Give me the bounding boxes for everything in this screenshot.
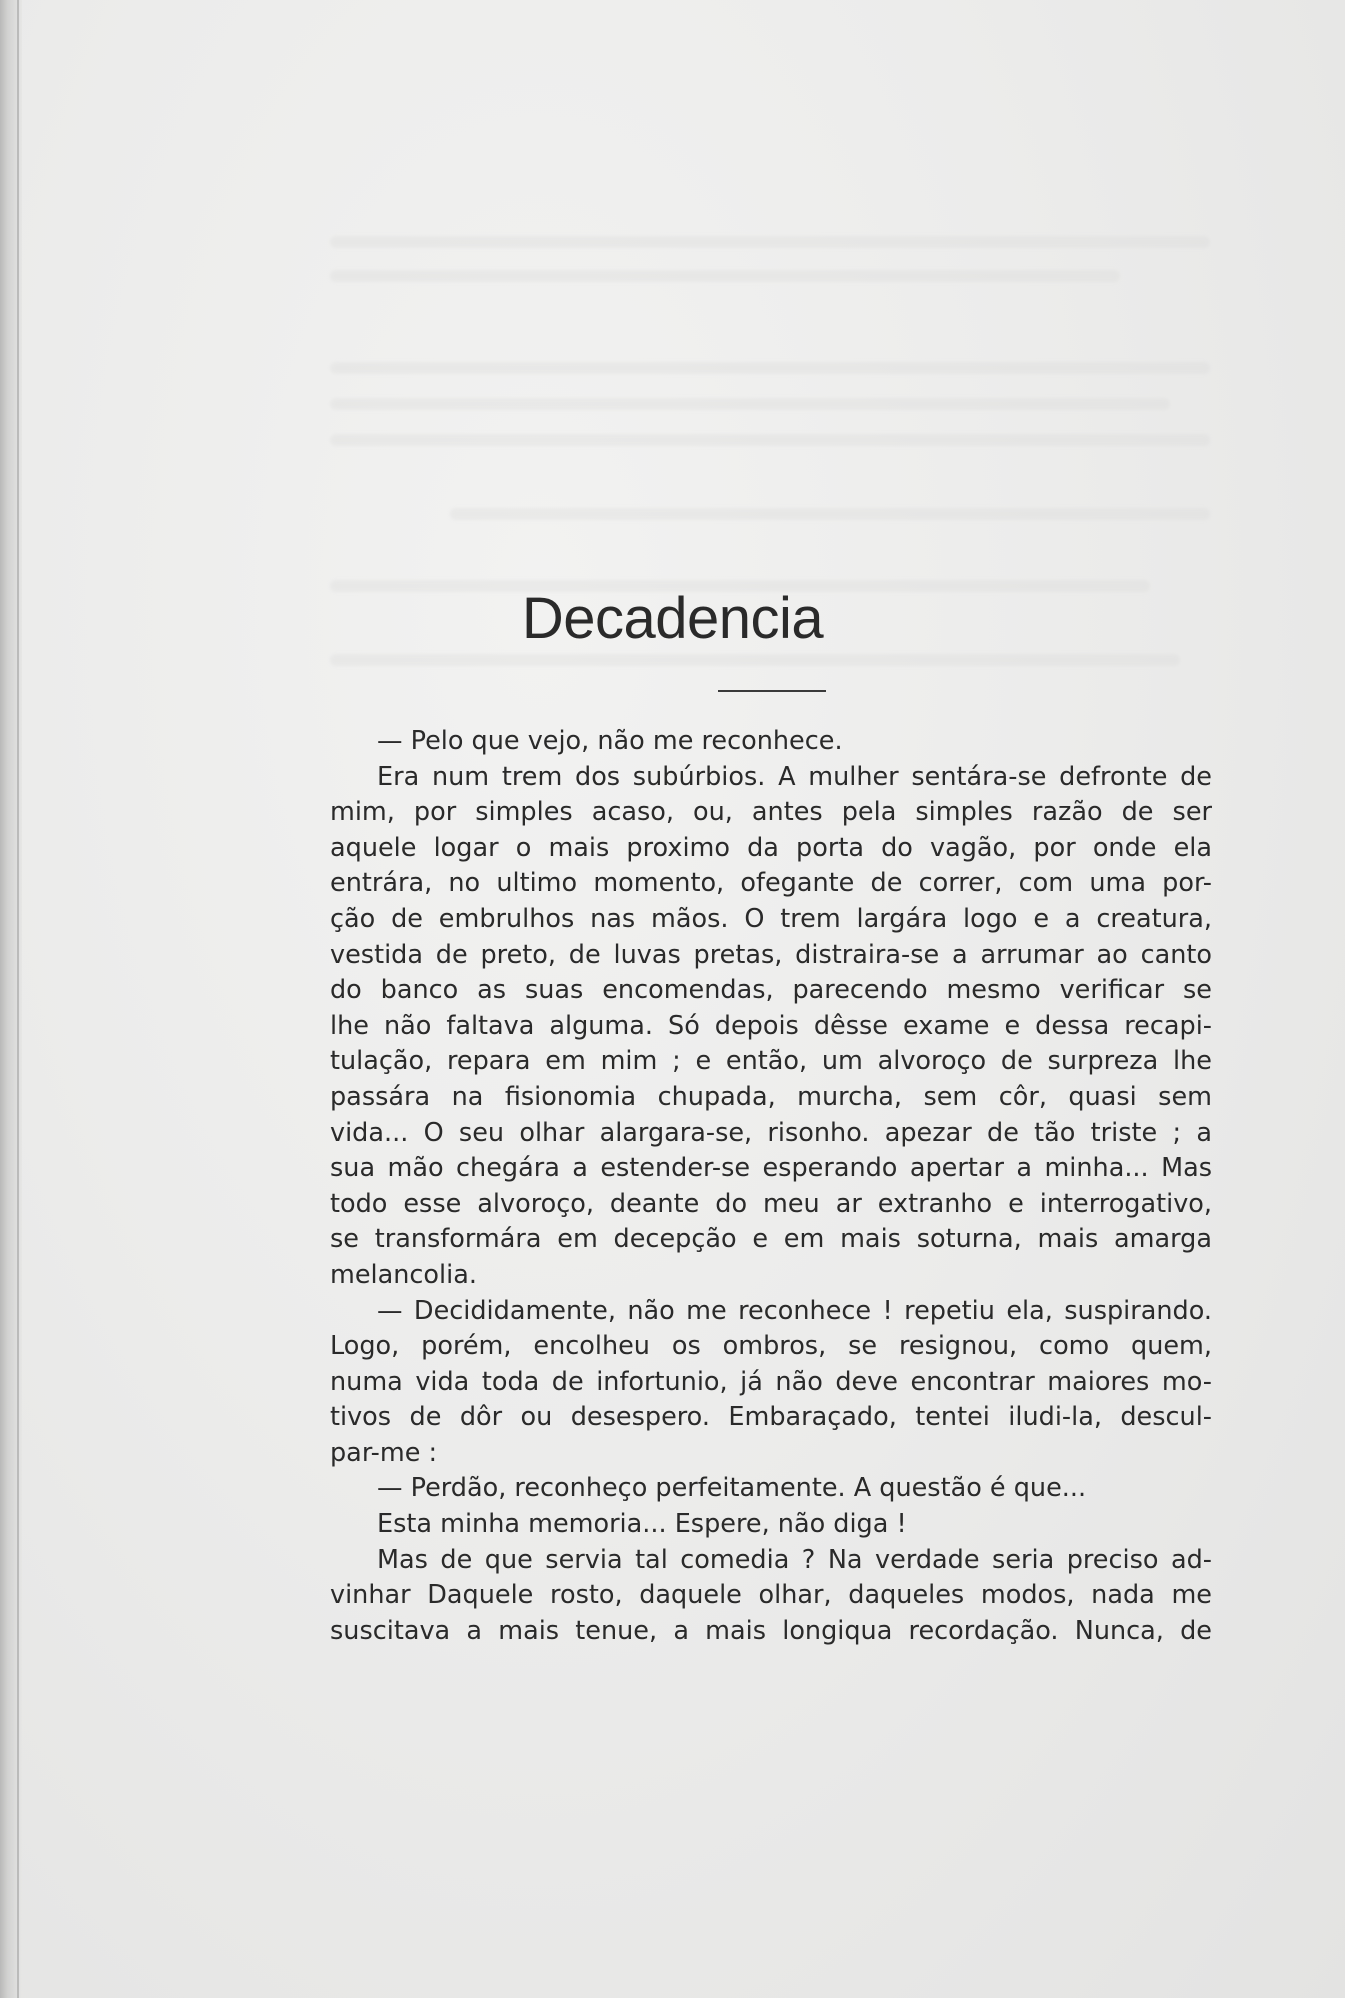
text-line: Logo, porém, encolheu os ombros, se resignou, como quem, (330, 1331, 1212, 1362)
text-line: numa vida toda de infortunio, já não deve encontrar maiores mo- (330, 1366, 1212, 1397)
bleed-through-line (330, 654, 1180, 666)
text-line: vestida de preto, de luvas pretas, distraira-se a arrumar ao canto (330, 939, 1212, 970)
text-line: sua mão chegára a estender-se esperando apertar a minha... Mas (330, 1153, 1212, 1184)
text-line: melancolia. (330, 1259, 477, 1290)
text-line: — Decididamente, não me reconhece ! repetiu ela, suspirando. (377, 1295, 1212, 1326)
chapter-title: Decadencia (521, 586, 824, 651)
text-line: entrára, no ultimo momento, ofegante de correr, com uma por- (330, 868, 1212, 899)
text-line: passára na fisionomia chupada, murcha, sem côr, quasi sem (330, 1081, 1212, 1112)
text-line: — Pelo que vejo, não me reconhece. (377, 726, 843, 756)
body-text (330, 724, 1212, 1649)
bleed-through-line (450, 508, 1210, 520)
text-line: lhe não faltava alguma. Só depois dêsse exame e dessa recapi- (330, 1010, 1212, 1041)
text-line: ção de embrulhos nas mãos. O trem largára logo e a creatura, (330, 903, 1212, 934)
text-line: tulação, repara em mim ; e então, um alvoroço de surpreza lhe (330, 1046, 1212, 1077)
text-line: vinhar Daquele rosto, daquele olhar, daqueles modos, nada me (330, 1580, 1212, 1611)
text-line: suscitava a mais tenue, a mais longiqua recordação. Nunca, de (330, 1615, 1212, 1646)
text-line: tivos de dôr ou desespero. Embaraçado, tentei iludi-la, descul- (330, 1402, 1212, 1433)
title-rule (718, 690, 826, 692)
bleed-through-line (330, 362, 1210, 374)
text-line: par-me : (330, 1437, 438, 1468)
text-line: Era num trem dos subúrbios. A mulher sentára-se defronte de (377, 761, 1212, 792)
text-line: mim, por simples acaso, ou, antes pela simples razão de ser (330, 797, 1212, 828)
bleed-through-line (330, 270, 1120, 282)
text-line: do banco as suas encomendas, parecendo mesmo verificar se (330, 975, 1212, 1006)
text-line: Mas de que servia tal comedia ? Na verdade seria preciso ad- (377, 1544, 1212, 1575)
text-line: Esta minha memoria... Espere, não diga ! (377, 1509, 907, 1540)
text-line: todo esse alvoroço, deante do meu ar extranho e interrogativo, (330, 1188, 1212, 1219)
text-line: se transformára em decepção e em mais soturna, mais amarga (330, 1224, 1212, 1255)
bleed-through-line (330, 236, 1210, 248)
text-line: vida... O seu olhar alargara-se, risonho. apezar de tão triste ; a (330, 1117, 1212, 1148)
binding-line (17, 0, 19, 1998)
text-line: — Perdão, reconheço perfeitamente. A questão é que... (377, 1473, 1087, 1504)
text-line: aquele logar o mais proximo da porta do vagão, por onde ela (330, 832, 1212, 863)
bleed-through-line (330, 434, 1210, 446)
bleed-through-line (330, 398, 1170, 410)
